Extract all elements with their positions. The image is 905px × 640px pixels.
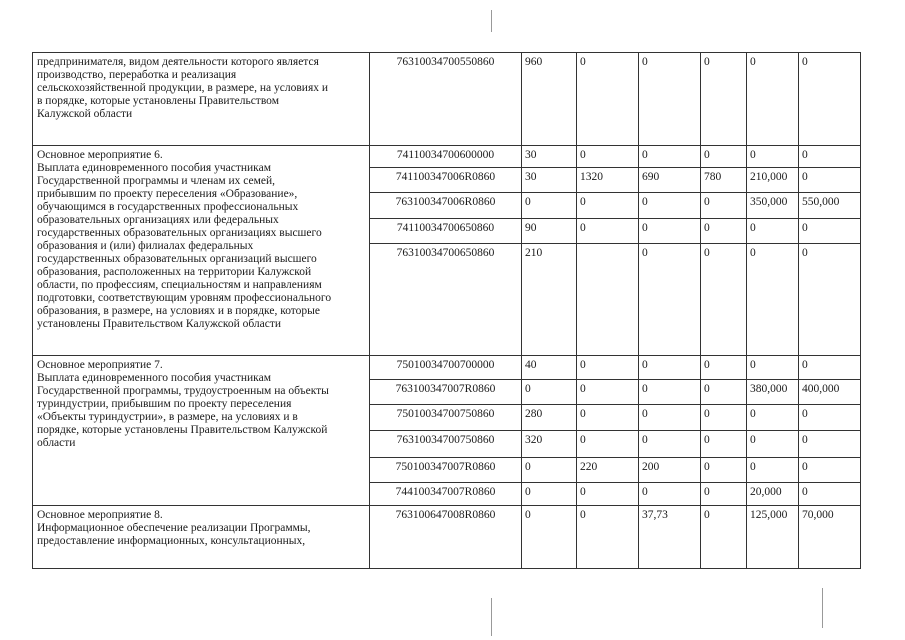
year-value-cell: 40 [522,356,577,380]
year-value-cell: 0 [747,356,799,380]
measure-description-cell [33,506,370,569]
year-value-cell: 550,000 [799,193,861,219]
description-line: прибывшим по проекту переселения «Образование», [37,188,298,200]
measure-description-cell [33,146,370,356]
year-value-cell: 0 [577,146,639,168]
description-line: производство, переработка и реализация [37,69,237,81]
year-value-cell: 0 [701,193,747,219]
budget-code-cell: 74110034700600000 [370,146,522,168]
description-line: образования, в размере, на условиях и в порядке, которые [37,305,321,317]
year-value-cell: 0 [799,483,861,506]
year-value-cell: 0 [701,146,747,168]
year-value-cell: 0 [747,431,799,458]
budget-code-cell: 750100347007R0860 [370,458,522,483]
budget-code-cell: 763100647008R0860 [370,506,522,569]
year-value-cell: 0 [639,244,701,356]
description-line: Государственной программы и членам их семей, [37,175,276,187]
budget-code-cell: 76310034700550860 [370,53,522,146]
year-value-cell: 0 [639,405,701,431]
year-value-cell: 320 [522,431,577,458]
year-value-cell: 0 [639,146,701,168]
description-line: государственных образовательных организаций высшего [37,253,317,265]
description-line: сельскохозяйственной продукции, в размере, на условиях и [37,82,329,94]
year-value-cell [577,244,639,356]
year-value-cell: 0 [701,506,747,569]
year-value-cell: 0 [701,431,747,458]
year-value-cell: 0 [799,53,861,146]
year-value-cell: 0 [639,53,701,146]
margin-mark-bottom-1 [491,598,492,636]
margin-mark-bottom-2 [822,588,823,628]
year-value-cell: 0 [747,405,799,431]
year-value-cell: 0 [701,380,747,405]
description-line: подготовки, соответствующим уровням профессионального [37,292,332,304]
year-value-cell: 0 [639,219,701,244]
description-line: «Объекты туриндустрии», в размере, на условиях и в [37,411,298,423]
year-value-cell: 0 [522,458,577,483]
description-line: Основное мероприятие 7. [37,359,163,371]
description-line: образования, расположенных на территории Калужской [37,266,312,278]
year-value-cell: 690 [639,168,701,193]
year-value-cell: 37,73 [639,506,701,569]
year-value-cell: 960 [522,53,577,146]
year-value-cell: 0 [701,219,747,244]
year-value-cell: 0 [701,458,747,483]
table-row [33,146,861,168]
year-value-cell: 0 [701,483,747,506]
budget-code-cell: 763100347006R0860 [370,193,522,219]
year-value-cell: 0 [639,356,701,380]
description-line: области, по профессиям, специальностям и направлениям [37,279,322,291]
margin-mark-top [491,10,492,32]
description-line: Калужской области [37,108,133,120]
year-value-cell: 90 [522,219,577,244]
year-value-cell: 0 [577,431,639,458]
year-value-cell: 0 [701,356,747,380]
year-value-cell: 70,000 [799,506,861,569]
year-value-cell: 0 [522,506,577,569]
year-value-cell: 0 [799,405,861,431]
year-value-cell: 780 [701,168,747,193]
description-line: образования и (или) филиалах федеральных [37,240,254,252]
budget-code-cell: 76310034700650860 [370,244,522,356]
year-value-cell: 0 [799,244,861,356]
year-value-cell: 0 [799,219,861,244]
description-line: установлены Правительством Калужской области [37,318,282,330]
year-value-cell: 280 [522,405,577,431]
table-row [33,506,861,569]
table-row [33,356,861,380]
description-line: Информационное обеспечение реализации Программы, [37,522,311,534]
year-value-cell: 220 [577,458,639,483]
year-value-cell: 0 [577,405,639,431]
description-line: Выплата единовременного пособия участникам [37,372,271,384]
year-value-cell: 0 [747,219,799,244]
year-value-cell: 1320 [577,168,639,193]
year-value-cell: 210 [522,244,577,356]
year-value-cell: 0 [577,506,639,569]
budget-code-cell: 741100347006R0860 [370,168,522,193]
year-value-cell: 400,000 [799,380,861,405]
description-line: в порядке, которые установлены Правительством [37,95,279,107]
year-value-cell: 0 [522,380,577,405]
budget-code-cell: 763100347007R0860 [370,380,522,405]
year-value-cell: 0 [799,458,861,483]
measure-description-cell [33,53,370,146]
description-line: образовательных организациях или федеральных [37,214,279,226]
year-value-cell: 0 [522,483,577,506]
year-value-cell: 125,000 [747,506,799,569]
year-value-cell: 0 [577,53,639,146]
year-value-cell: 0 [639,431,701,458]
description-line: порядке, которые установлены Правительством Калужской [37,424,328,436]
year-value-cell: 0 [799,168,861,193]
description-line: Основное мероприятие 8. [37,509,163,521]
table-body [33,53,861,569]
description-line: предоставление информационных, консультационных, [37,535,306,547]
budget-table [32,52,861,569]
year-value-cell: 0 [799,356,861,380]
year-value-cell: 0 [577,356,639,380]
description-line: Выплата единовременного пособия участникам [37,162,271,174]
year-value-cell: 0 [577,483,639,506]
budget-code-cell: 74110034700650860 [370,219,522,244]
year-value-cell: 350,000 [747,193,799,219]
year-value-cell: 0 [577,380,639,405]
measure-description-cell [33,356,370,506]
description-line: Государственной программы, трудоустроенным на объекты [37,385,329,397]
year-value-cell: 0 [799,431,861,458]
description-line: области [37,437,76,449]
year-value-cell: 0 [577,193,639,219]
year-value-cell: 0 [639,380,701,405]
description-line: Основное мероприятие 6. [37,149,163,161]
year-value-cell: 0 [799,146,861,168]
year-value-cell: 0 [747,53,799,146]
budget-code-cell: 76310034700750860 [370,431,522,458]
year-value-cell: 30 [522,146,577,168]
year-value-cell: 200 [639,458,701,483]
description-line: обучающимся в государственных профессиональных [37,201,299,213]
budget-code-cell: 744100347007R0860 [370,483,522,506]
table-row [33,53,861,146]
year-value-cell: 0 [577,219,639,244]
year-value-cell: 20,000 [747,483,799,506]
year-value-cell: 0 [639,483,701,506]
year-value-cell: 0 [747,146,799,168]
year-value-cell: 0 [747,458,799,483]
year-value-cell: 0 [701,244,747,356]
year-value-cell: 210,000 [747,168,799,193]
budget-code-cell: 75010034700750860 [370,405,522,431]
year-value-cell: 30 [522,168,577,193]
description-line: предпринимателя, видом деятельности которого является [37,56,319,68]
year-value-cell: 0 [522,193,577,219]
year-value-cell: 0 [701,53,747,146]
description-line: туриндустрии, прибывшим по проекту переселения [37,398,292,410]
year-value-cell: 0 [639,193,701,219]
year-value-cell: 380,000 [747,380,799,405]
year-value-cell: 0 [747,244,799,356]
budget-code-cell: 75010034700700000 [370,356,522,380]
year-value-cell: 0 [701,405,747,431]
description-line: государственных образовательных организациях высшего [37,227,322,239]
